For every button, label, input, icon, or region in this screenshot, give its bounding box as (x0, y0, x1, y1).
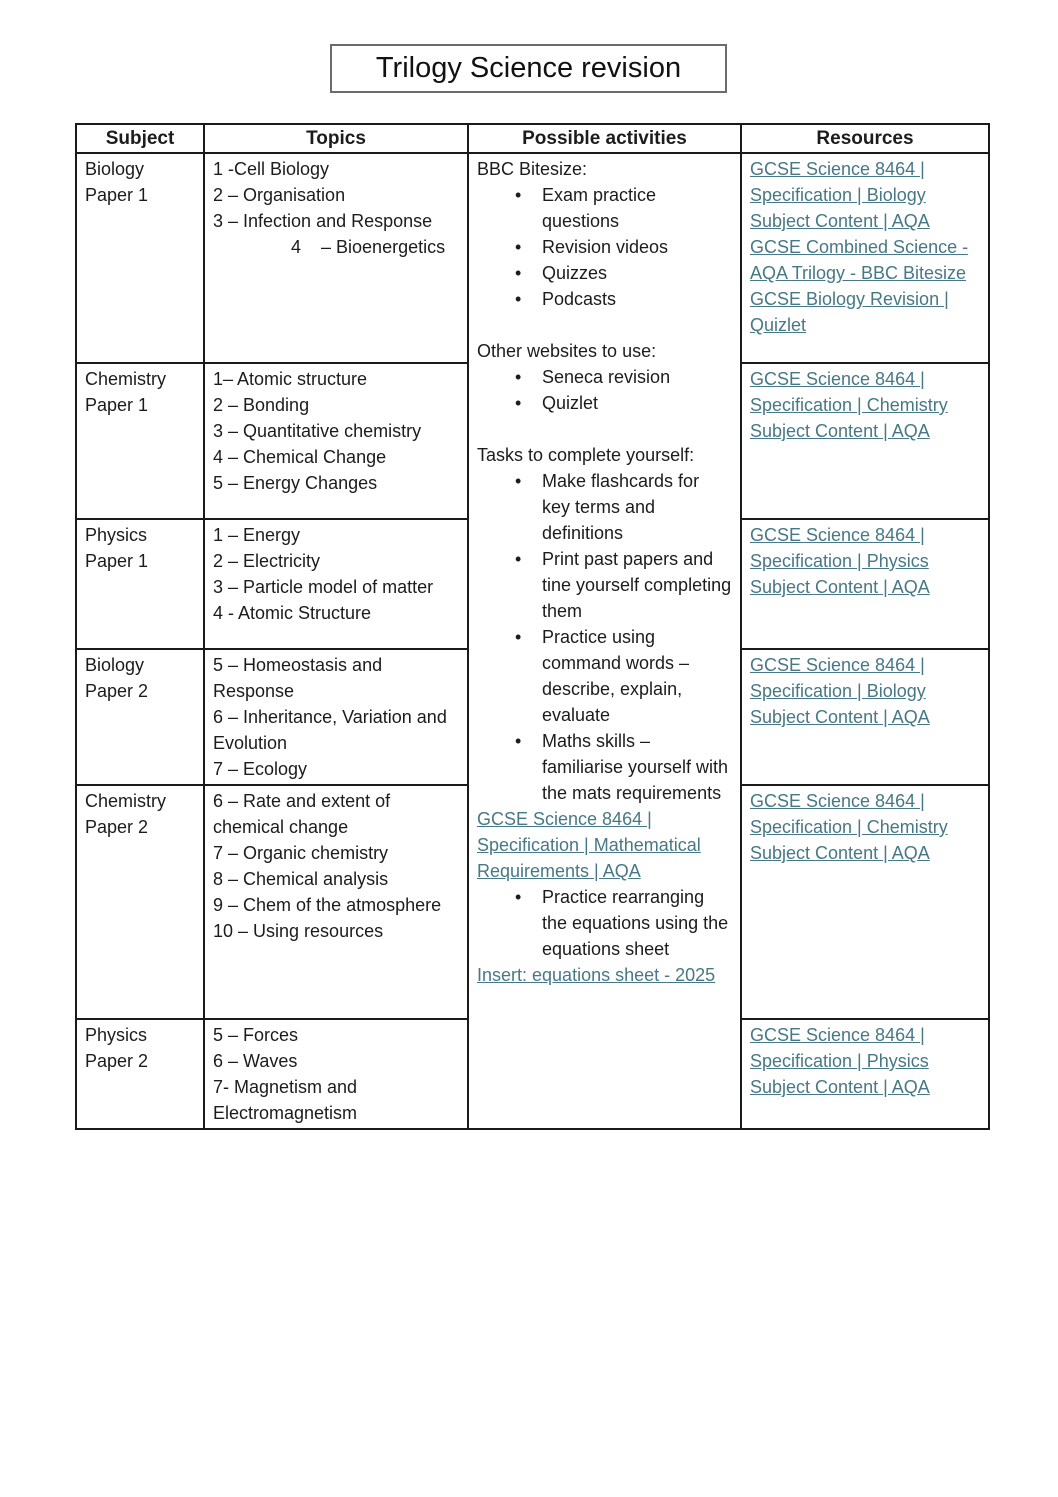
revision-table (75, 123, 990, 1130)
topic-line: 7- Magnetism and Electromagnetism (213, 1077, 363, 1123)
activity-list (477, 182, 732, 312)
resources-biology-paper-2 (741, 649, 989, 785)
activity-list (477, 884, 732, 962)
subject-physics-paper-1: Physics Paper 1 (76, 519, 204, 649)
topic-line: 4 – Bioenergetics (291, 237, 446, 257)
subject-chemistry-paper-2: Chemistry Paper 2 (76, 785, 204, 1019)
topic-line: 1 – Energy (213, 525, 301, 545)
resource-link[interactable]: GCSE Science 8464 | Specification | Chemistry Subject Content | AQA (750, 791, 948, 863)
resources-chemistry-paper-2 (741, 785, 989, 1019)
subject-chemistry-paper-1: Chemistry Paper 1 (76, 363, 204, 519)
topic-line: 8 – Chemical analysis (213, 869, 389, 889)
activity-heading: Other websites to use: (477, 341, 657, 361)
title-box (330, 44, 727, 93)
activity-bullet: • Practice rearranging the equations using the equations sheet (477, 884, 732, 962)
topic-line: 3 – Quantitative chemistry (213, 421, 422, 441)
topic-line: 3 – Infection and Response (213, 211, 433, 231)
resource-link[interactable]: GCSE Biology Revision | Quizlet (750, 289, 949, 335)
topic-line: 5 – Forces (213, 1025, 299, 1045)
activity-heading: Tasks to complete yourself: (477, 445, 695, 465)
topic-line: 9 – Chem of the atmosphere (213, 895, 442, 915)
col-header-activities: Possible activities (468, 124, 741, 153)
topic-line: 5 – Energy Changes (213, 473, 378, 493)
col-header-resources: Resources (741, 124, 989, 153)
topic-line: 1– Atomic structure (213, 369, 368, 389)
table-row (76, 153, 989, 363)
topic-line: 2 – Bonding (213, 395, 310, 415)
topic-line: 6 – Inheritance, Variation and Evolution (213, 707, 452, 753)
activity-bullet: • Quizzes (477, 260, 732, 286)
activity-bullet: • Maths skills – familiarise yourself with the mats requirements (477, 728, 732, 806)
activity-bullet: • Practice using command words – describe, explain, evaluate (477, 624, 732, 728)
topic-line: 7 – Ecology (213, 759, 308, 779)
resource-link[interactable]: GCSE Science 8464 | Specification | Biology Subject Content | AQA (750, 655, 930, 727)
col-header-topics: Topics (204, 124, 468, 153)
topic-line: 2 – Electricity (213, 551, 321, 571)
activity-bullet: • Revision videos (477, 234, 732, 260)
topic-line: 1 -Cell Biology (213, 159, 330, 179)
resources-physics-paper-2 (741, 1019, 989, 1129)
activity-bullet: • Quizlet (477, 390, 732, 416)
subject-biology-paper-2: Biology Paper 2 (76, 649, 204, 785)
resources-chemistry-paper-1 (741, 363, 989, 519)
math-requirements-link[interactable]: GCSE Science 8464 | Specification | Mathematical Requirements | AQA (477, 809, 701, 881)
topic-line: 4 – Chemical Change (213, 447, 387, 467)
activity-bullet: • Podcasts (477, 286, 732, 312)
topic-line: 6 – Rate and extent of chemical change (213, 791, 396, 837)
topics-biology-paper-1 (204, 153, 468, 363)
col-header-subject: Subject (76, 124, 204, 153)
page-title: Trilogy Science revision (375, 52, 682, 84)
subject-biology-paper-1: Biology Paper 1 (76, 153, 204, 363)
activities-cell (468, 153, 741, 1129)
activity-bullet: • Exam practice questions (477, 182, 732, 234)
topics-chemistry-paper-1 (204, 363, 468, 519)
topic-line: 4 - Atomic Structure (213, 603, 372, 623)
activity-bullet: • Make flashcards for key terms and definitions (477, 468, 732, 546)
resources-physics-paper-1 (741, 519, 989, 649)
topic-line: 6 – Waves (213, 1051, 298, 1071)
activity-bullet: • Seneca revision (477, 364, 732, 390)
topic-line: 3 – Particle model of matter (213, 577, 434, 597)
resource-link[interactable]: GCSE Science 8464 | Specification | Physics Subject Content | AQA (750, 1025, 930, 1097)
topics-physics-paper-1 (204, 519, 468, 649)
topic-line: 5 – Homeostasis and Response (213, 655, 388, 701)
topics-physics-paper-2 (204, 1019, 468, 1129)
resource-link[interactable]: GCSE Combined Science - AQA Trilogy - BBC Bitesize (750, 237, 969, 283)
resource-link[interactable]: GCSE Science 8464 | Specification | Biology Subject Content | AQA (750, 159, 930, 231)
activity-heading: BBC Bitesize: (477, 159, 588, 179)
subject-physics-paper-2: Physics Paper 2 (76, 1019, 204, 1129)
topic-line: 7 – Organic chemistry (213, 843, 389, 863)
activity-list (477, 468, 732, 806)
activity-bullet: • Print past papers and tine yourself completing them (477, 546, 732, 624)
resources-biology-paper-1 (741, 153, 989, 363)
resource-link[interactable]: GCSE Science 8464 | Specification | Physics Subject Content | AQA (750, 525, 930, 597)
activity-list (477, 364, 732, 416)
topics-biology-paper-2 (204, 649, 468, 785)
resource-link[interactable]: GCSE Science 8464 | Specification | Chemistry Subject Content | AQA (750, 369, 948, 441)
topic-line: 10 – Using resources (213, 921, 384, 941)
equations-sheet-link[interactable]: Insert: equations sheet - 2025 (477, 965, 716, 985)
topic-line: 2 – Organisation (213, 185, 346, 205)
topics-chemistry-paper-2 (204, 785, 468, 1019)
